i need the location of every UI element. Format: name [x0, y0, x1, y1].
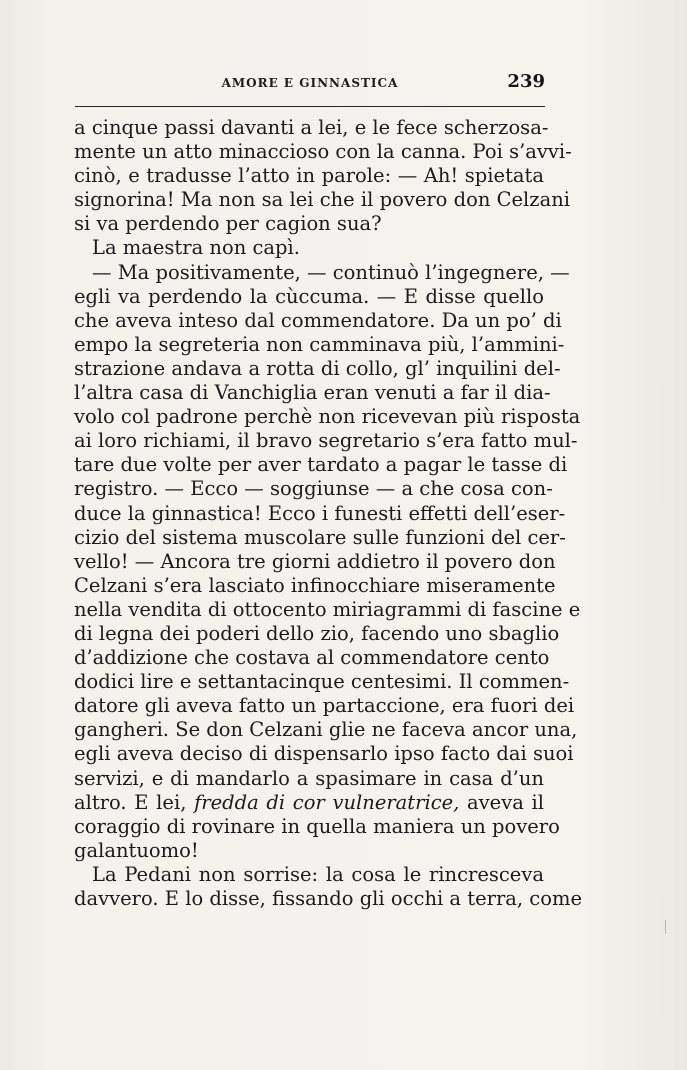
text-line: si va perdendo per cagion sua? [74, 212, 382, 236]
text-line: signorina! Ma non sa lei che il povero don Celzani [74, 188, 570, 212]
text-line: La maestra non capì. [92, 236, 300, 260]
text-line: coraggio di rovinare in quella maniera un povero [74, 814, 560, 838]
text-line: La Pedani non sorrise: la cosa le rincresceva [92, 862, 544, 886]
text-line: egli aveva deciso di dispensarlo ipso facto dai suoi [74, 742, 574, 766]
text-line: servizi, e di mandarlo a spasimare in casa d’un [74, 766, 544, 790]
text-line: mente un atto minaccioso con la canna. Poi s’avvi- [74, 140, 572, 164]
header-rule [75, 106, 545, 107]
italic-phrase: fredda di cor vulneratrice, [194, 790, 460, 814]
text-line: egli va perdendo la cùccuma. — E disse quello [74, 284, 544, 308]
text-line: che aveva inteso dal commendatore. Da un po’ di [74, 308, 562, 332]
text-line: nella vendita di ottocento miriagrammi di fascine e [74, 597, 581, 621]
text-line: empo la segreteria non camminava più, l’ammini- [74, 332, 565, 356]
text-line: davvero. E lo disse, fissando gli occhi a terra, come [74, 887, 582, 910]
text-line: gangheri. Se don Celzani glie ne faceva ancor una, [74, 718, 578, 742]
running-title: AMORE E GINNASTICA [221, 76, 399, 90]
text-line: di legna dei poderi dello zio, facendo uno sbaglio [74, 621, 560, 645]
text-line: cizio del sistema muscolare sulle funzioni del cer- [74, 525, 566, 549]
text-line: — Ma positivamente, — continuò l’ingegnere, — [92, 260, 570, 284]
page-header [75, 70, 545, 98]
text-line: galantuomo! [74, 838, 199, 862]
text-line: cinò, e tradusse l’atto in parole: — Ah! spietata [74, 164, 544, 188]
margin-mark [665, 920, 666, 934]
text-line: strazione andava a rotta di collo, gl’ inquilini del- [74, 356, 561, 380]
text-segment: altro. E lei, [74, 790, 187, 814]
text-segment: aveva il [467, 790, 544, 814]
text-line: l’altra casa di Vanchiglia eran venuti a far il dia- [74, 381, 551, 405]
text-line: a cinque passi davanti a lei, e le fece scherzosa- [74, 116, 549, 139]
text-line: ai loro richiami, il bravo segretario s’era fatto mul- [74, 429, 578, 453]
text-line: vello! — Ancora tre giorni addietro il povero don [74, 549, 556, 573]
text-line: d’addizione che costava al commendatore cento [74, 646, 550, 670]
text-line: tare due volte per aver tardato a pagar le tasse di [74, 453, 568, 477]
text-line: registro. — Ecco — soggiunse — a che cosa con- [74, 477, 553, 501]
page-number: 239 [507, 71, 545, 92]
text-line-with-italic [74, 791, 544, 815]
body-text [74, 116, 582, 911]
text-line: duce la ginnastica! Ecco i funesti effetti dell’eser- [74, 501, 566, 525]
text-line: volo col padrone perchè non ricevevan più risposta [74, 405, 581, 429]
text-line: datore gli aveva fatto un partaccione, era fuori dei [74, 694, 575, 718]
text-line: dodici lire e settantacinque centesimi. Il commen- [74, 670, 570, 694]
text-line: Celzani s’era lasciato infinocchiare miseramente [74, 573, 556, 597]
